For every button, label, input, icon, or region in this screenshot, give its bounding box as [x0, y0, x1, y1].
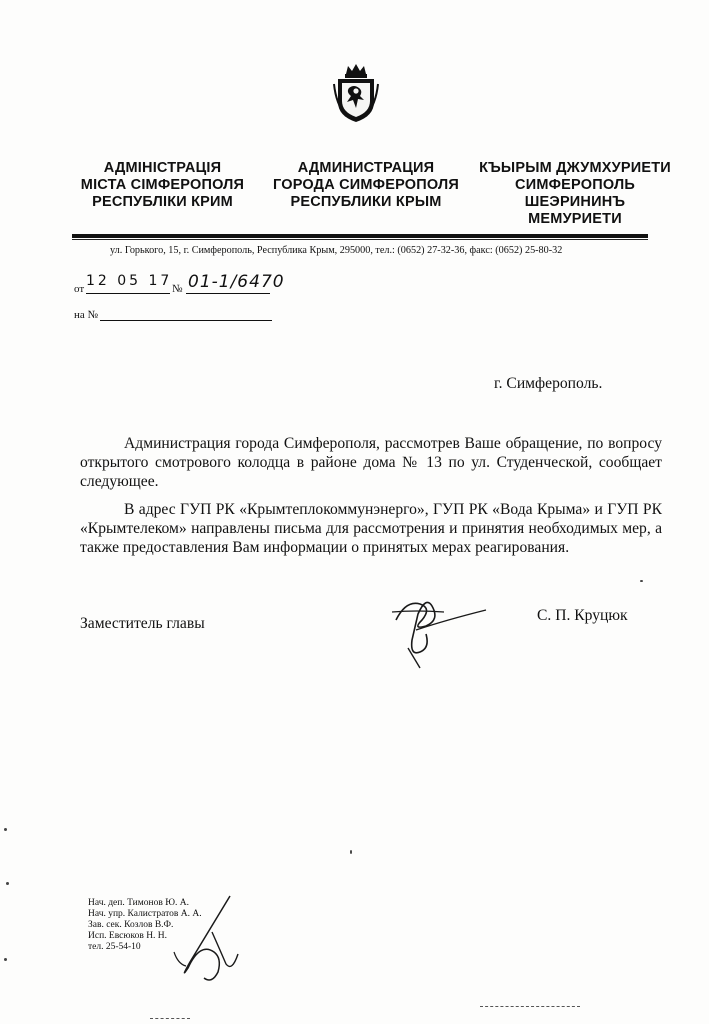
scan-artifact-line	[480, 1006, 580, 1008]
header-ukrainian	[70, 160, 255, 211]
header-ru-line: РЕСПУБЛИКИ КРЫМ	[290, 194, 442, 210]
number-value: 01-1/6470	[188, 272, 285, 292]
scan-speck	[4, 958, 7, 961]
scan-speck	[6, 882, 9, 885]
body-paragraph-1: Администрация города Симферополя, рассмотрев Ваше обращение, по вопросу открытого смотрового колодца в районе дома № 13 по ул. Студенческой, сообщает следующее.	[80, 435, 662, 490]
header-divider-thick	[72, 234, 648, 238]
header-divider-thin	[72, 239, 648, 240]
date-underline	[86, 293, 170, 294]
initials-signature-icon	[160, 892, 250, 992]
executor-line: Зав. сек. Козлов В.Ф.	[88, 920, 174, 930]
header-russian	[262, 160, 470, 211]
header-ua-line: МІСТА СІМФЕРОПОЛЯ	[80, 177, 245, 193]
number-prefix: №	[172, 283, 183, 295]
coat-of-arms-icon	[332, 64, 380, 124]
header-crh-line: МЕМУРИЕТИ	[528, 211, 622, 227]
header-crh-line: ШЕЭРИНИНЪ	[524, 194, 626, 210]
date-prefix: от	[74, 283, 85, 295]
header-ru-line: АДМИНИСТРАЦИЯ	[297, 160, 435, 176]
city-line: г. Симферополь.	[494, 375, 603, 392]
executor-line: Нач. упр. Калистратов А. А.	[88, 909, 202, 919]
executor-line: Исп. Евсюков Н. Н.	[88, 931, 168, 941]
header-crimean-tatar	[470, 160, 680, 228]
header-ua-line: РЕСПУБЛІКИ КРИМ	[92, 194, 233, 210]
signatory-name: С. П. Круцюк	[537, 607, 628, 624]
body-paragraph-2: В адрес ГУП РК «Крымтеплокоммунэнерго», ГУП РК «Вода Крыма» и ГУП РК «Крымтелеком» направлены письма для рассмотрения и принятия необходимых мер, а также предоставления Вам информации о принятых мерах реагирования.	[80, 501, 662, 556]
header-ru-line: ГОРОДА СИМФЕРОПОЛЯ	[272, 177, 460, 193]
header-ua-line: АДМІНІСТРАЦІЯ	[103, 160, 222, 176]
header-crh-line: СИМФЕРОПОЛЬ	[515, 177, 635, 193]
reply-prefix: на №	[74, 309, 99, 321]
reply-underline	[100, 320, 272, 321]
address-line: ул. Горького, 15, г. Симферополь, Республика Крым, 295000, тел.: (0652) 27-32-36, факс: (0652) 25-80-32	[110, 245, 563, 256]
date-value: 12 05 17	[86, 273, 173, 289]
scan-speck	[350, 850, 352, 854]
scan-artifact-line	[150, 1018, 190, 1020]
header-crh-line: КЪЫРЫМ ДЖУМХУРИЕТИ	[479, 160, 671, 176]
executor-line: Нач. деп. Тимонов Ю. А.	[88, 898, 189, 908]
scan-speck	[640, 580, 643, 582]
executor-line: тел. 25-54-10	[88, 942, 141, 952]
scan-speck	[4, 828, 7, 831]
number-underline	[186, 293, 270, 294]
handwritten-signature-icon	[386, 590, 496, 670]
signatory-position: Заместитель главы	[80, 615, 205, 632]
